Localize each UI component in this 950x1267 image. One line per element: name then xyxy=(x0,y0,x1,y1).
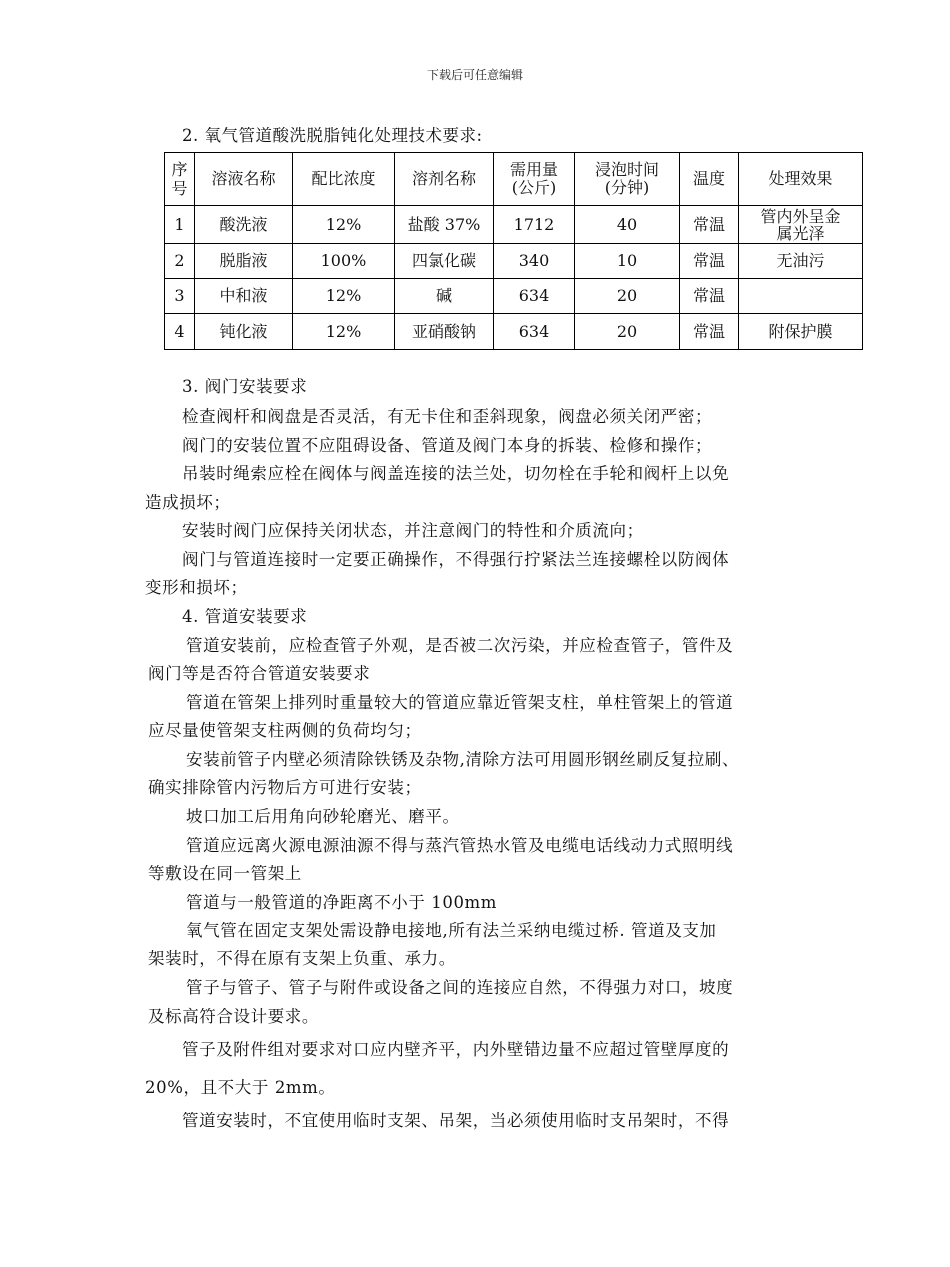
table-row xyxy=(165,279,863,314)
table-cell: 3 xyxy=(165,279,195,314)
table-cell: 634 xyxy=(494,279,575,314)
header-cell: 处理效果 xyxy=(739,153,863,206)
table-cell: 4 xyxy=(165,314,195,350)
table-cell: 40 xyxy=(575,206,680,244)
table-cell: 脱脂液 xyxy=(195,244,293,279)
table-row xyxy=(165,206,863,244)
section-4-title: 4. 管道安装要求 xyxy=(182,607,308,626)
table-cell: 10 xyxy=(575,244,680,279)
table-cell: 20 xyxy=(575,314,680,350)
table-cell: 中和液 xyxy=(195,279,293,314)
header-cell: 温度 xyxy=(680,153,739,206)
treatment-table xyxy=(164,152,863,350)
table-cell: 附保护膜 xyxy=(739,314,863,350)
section-2-title: 2. 氧气管道酸洗脱脂钝化处理技术要求: xyxy=(182,126,483,145)
table-cell: 12% xyxy=(293,206,395,244)
section-3-title: 3. 阀门安装要求 xyxy=(182,377,308,396)
table-cell: 1712 xyxy=(494,206,575,244)
body-line: 及标高符合设计要求。 xyxy=(148,1007,319,1026)
body-line: 管道与一般管道的净距离不小于 100mm xyxy=(186,893,498,912)
table-cell: 无油污 xyxy=(739,244,863,279)
header-cell: 序号 xyxy=(165,153,195,206)
table-cell: 12% xyxy=(293,279,395,314)
table-cell: 常温 xyxy=(680,206,739,244)
table-cell xyxy=(739,279,863,314)
table-cell: 盐酸 37% xyxy=(395,206,494,244)
body-line: 阀门等是否符合管道安装要求 xyxy=(148,664,371,683)
table-cell: 常温 xyxy=(680,279,739,314)
body-line: 等敷设在同一管架上 xyxy=(148,864,302,883)
body-line: 管道在管架上排列时重量较大的管道应靠近管架支柱，单柱管架上的管道 xyxy=(186,693,734,712)
table-header-row xyxy=(165,153,863,206)
table-cell: 碱 xyxy=(395,279,494,314)
table-cell: 20 xyxy=(575,279,680,314)
body-line: 应尽量使管架支柱两侧的负荷均匀； xyxy=(148,721,422,740)
body-line: 坡口加工后用角向砂轮磨光、磨平。 xyxy=(186,807,460,826)
body-line: 管道安装前，应检查管子外观，是否被二次污染，并应检查管子，管件及 xyxy=(186,636,734,655)
page-header: 下载后可任意编辑 xyxy=(426,68,523,82)
table-cell: 340 xyxy=(494,244,575,279)
table-cell: 1 xyxy=(165,206,195,244)
body-line: 管道安装时，不宜使用临时支架、吊架，当必须使用临时支吊架时，不得 xyxy=(182,1111,730,1130)
body-line: 安装前管子内壁必须清除铁锈及杂物,清除方法可用圆形钢丝刷反复拉刷、 xyxy=(186,750,740,769)
table-cell: 常温 xyxy=(680,314,739,350)
body-line: 检查阀杆和阀盘是否灵活，有无卡住和歪斜现象，阀盘必须关闭严密； xyxy=(182,407,713,426)
body-line: 造成损坏； xyxy=(145,493,231,512)
body-line: 安装时阀门应保持关闭状态，并注意阀门的特性和介质流向； xyxy=(182,521,644,540)
table-cell: 酸洗液 xyxy=(195,206,293,244)
table-row xyxy=(165,314,863,350)
header-cell: 浸泡时间 (分钟) xyxy=(575,153,680,206)
table-cell: 亚硝酸钠 xyxy=(395,314,494,350)
body-line: 阀门与管道连接时一定要正确操作，不得强行拧紧法兰连接螺栓以防阀体 xyxy=(182,550,730,569)
body-line: 氧气管在固定支架处需设静电接地,所有法兰采纳电缆过桥. 管道及支加 xyxy=(186,921,717,940)
header-cell: 需用量 (公斤) xyxy=(494,153,575,206)
header-cell: 溶液名称 xyxy=(195,153,293,206)
table-cell: 2 xyxy=(165,244,195,279)
table-cell: 100% xyxy=(293,244,395,279)
header-cell: 配比浓度 xyxy=(293,153,395,206)
body-line: 吊装时绳索应栓在阀体与阀盖连接的法兰处，切勿栓在手轮和阀杆上以免 xyxy=(182,464,730,483)
table-row xyxy=(165,244,863,279)
body-line: 管子与管子、管子与附件或设备之间的连接应自然，不得强力对口，坡度 xyxy=(186,978,734,997)
table-cell: 管内外呈金 属光泽 xyxy=(739,206,863,244)
table-cell: 四氯化碳 xyxy=(395,244,494,279)
header-cell: 溶剂名称 xyxy=(395,153,494,206)
body-line: 阀门的安装位置不应阻碍设备、管道及阀门本身的拆装、检修和操作； xyxy=(182,436,713,455)
body-line: 架装时，不得在原有支架上负重、承力。 xyxy=(148,949,456,968)
body-line: 管道应远离火源电源油源不得与蒸汽管热水管及电缆电话线动力式照明线 xyxy=(186,836,734,855)
body-line: 20%，且不大于 2mm。 xyxy=(145,1078,336,1097)
body-line: 管子及附件组对要求对口应内壁齐平，内外壁错边量不应超过管壁厚度的 xyxy=(182,1040,730,1059)
body-line: 变形和损坏； xyxy=(145,578,248,597)
table-cell: 常温 xyxy=(680,244,739,279)
table-cell: 12% xyxy=(293,314,395,350)
table-cell: 钝化液 xyxy=(195,314,293,350)
body-line: 确实排除管内污物后方可进行安装； xyxy=(148,778,422,797)
table-cell: 634 xyxy=(494,314,575,350)
